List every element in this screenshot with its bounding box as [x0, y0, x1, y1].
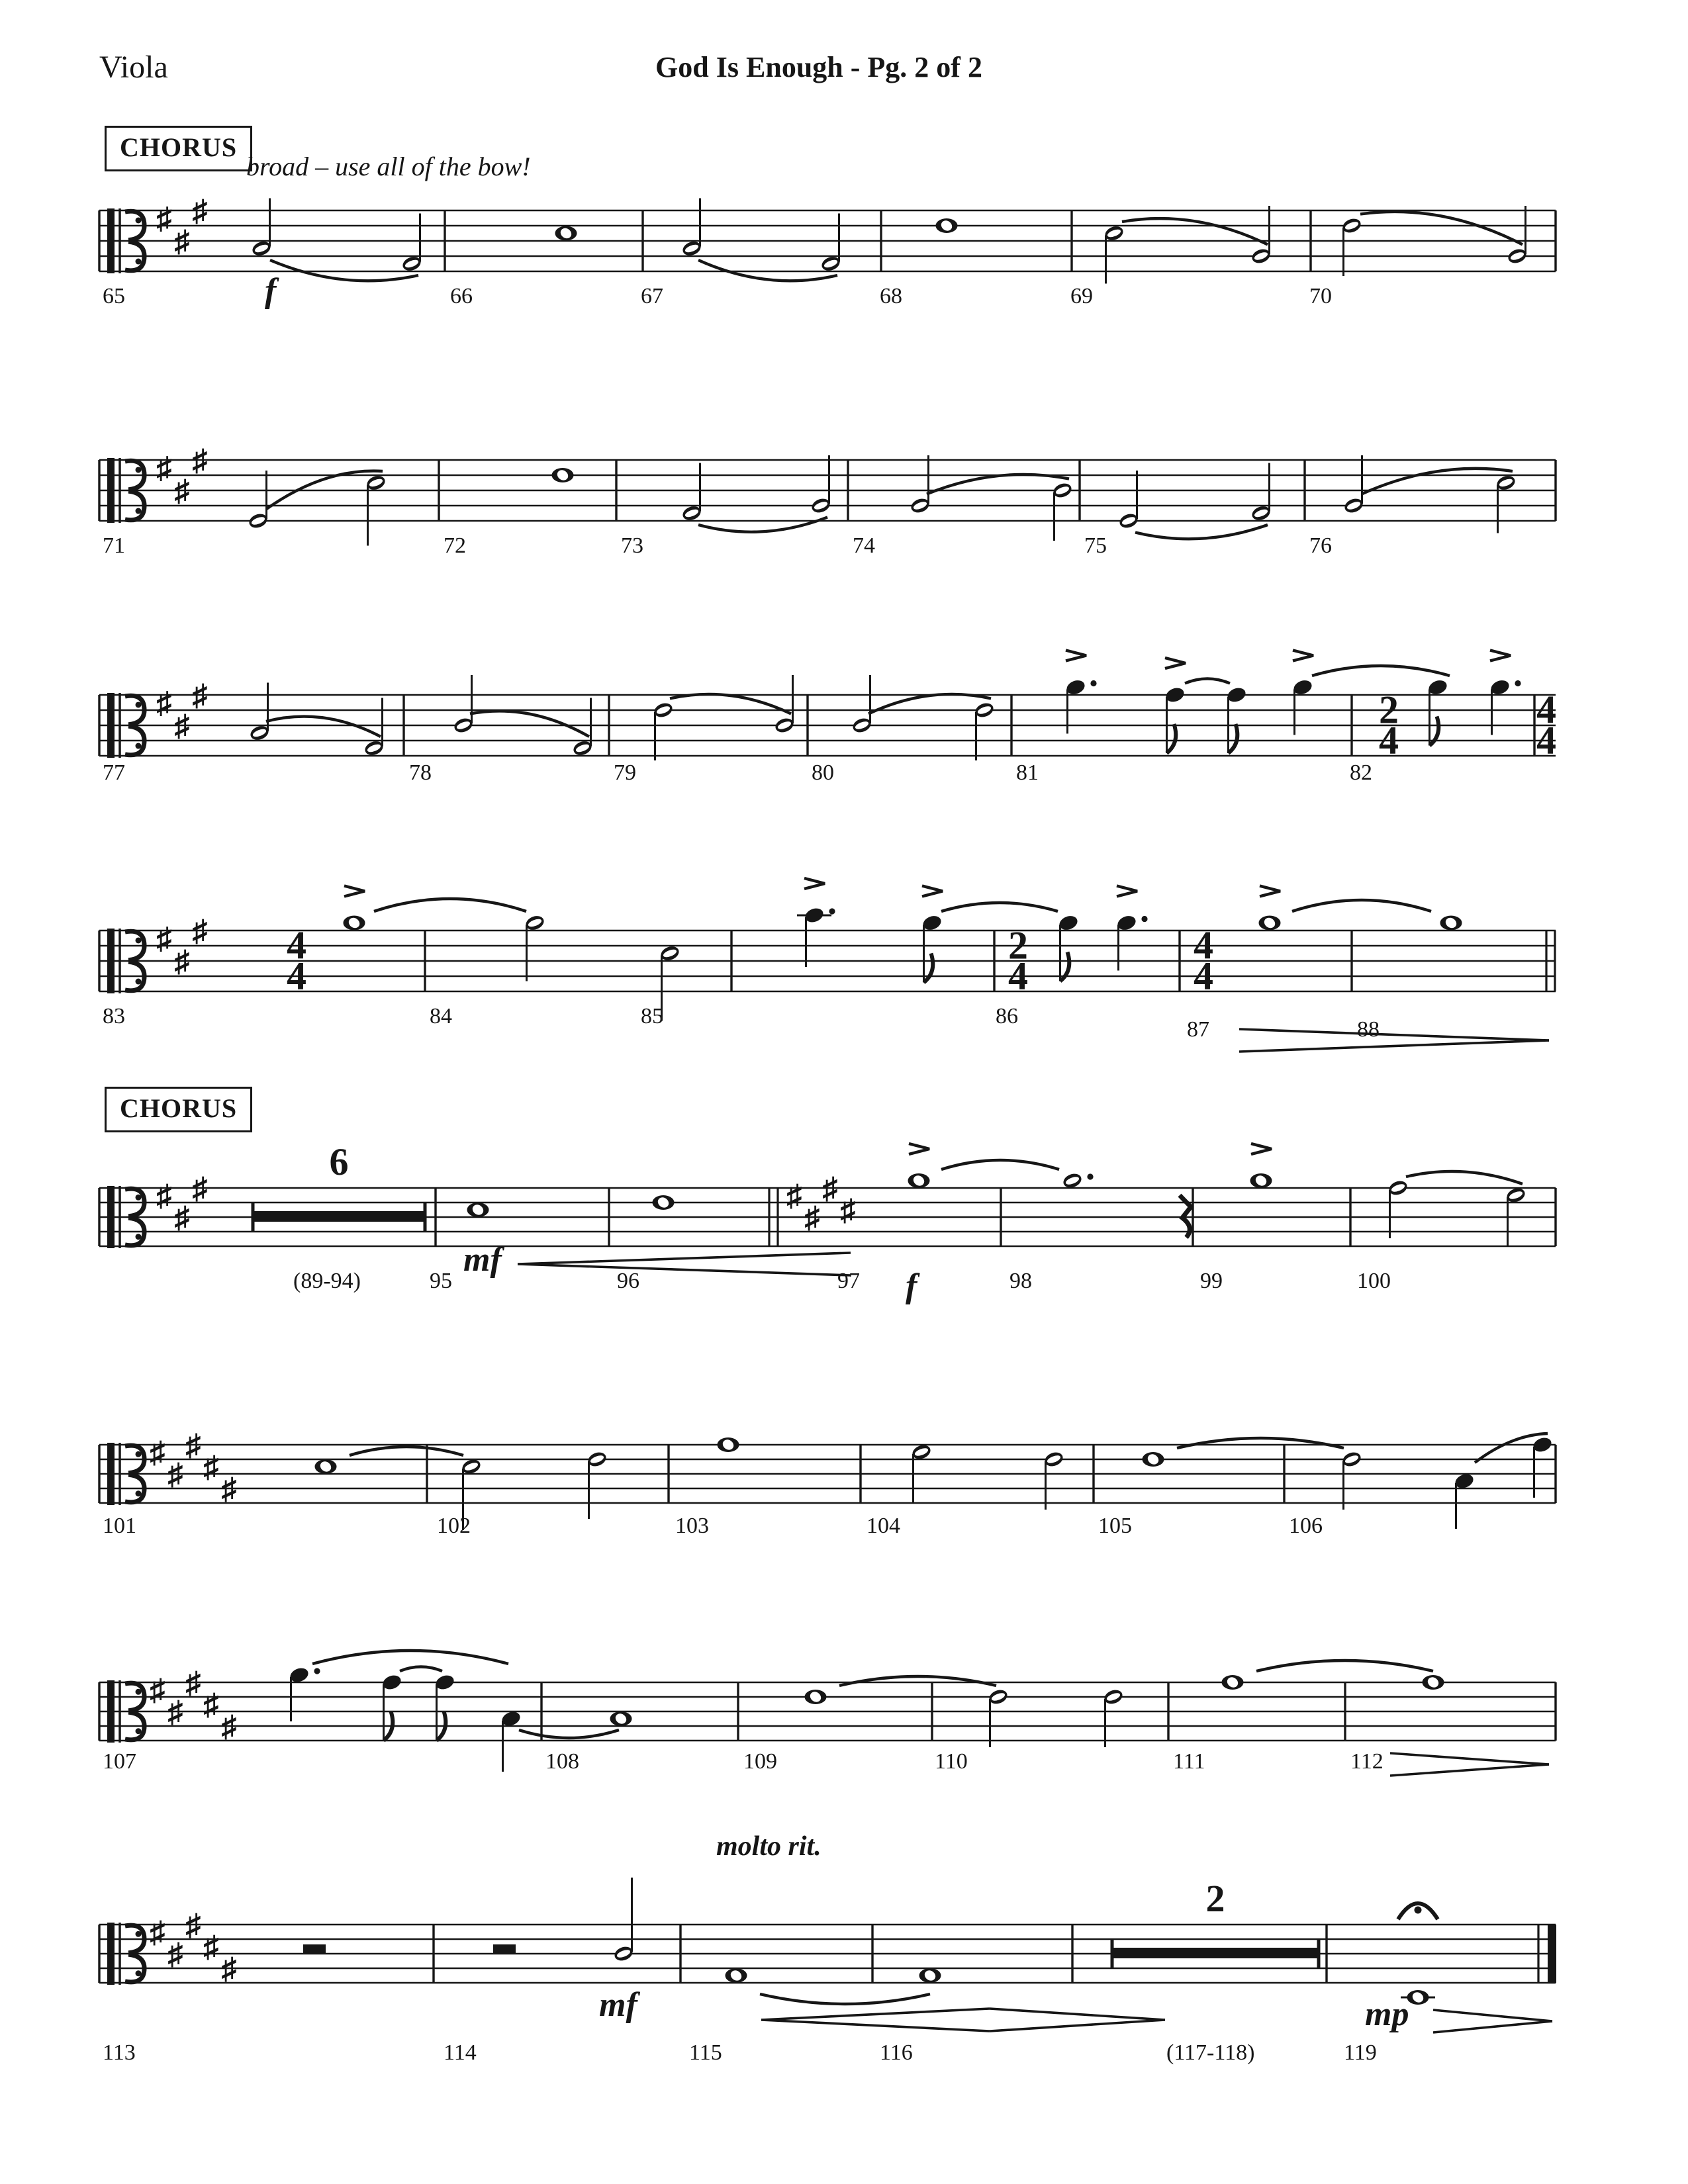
note — [987, 1688, 1009, 1747]
note — [680, 199, 702, 258]
note — [973, 701, 995, 760]
note — [315, 1459, 337, 1474]
note — [612, 1878, 634, 1963]
multimeasure-rest — [253, 1140, 425, 1232]
measure-number: 88 — [1357, 1017, 1380, 1042]
line — [1433, 2021, 1552, 2032]
key-signature-sharp: ♯ — [167, 1457, 183, 1491]
note — [467, 1203, 489, 1217]
staff-system — [99, 1140, 1556, 1305]
note — [1051, 481, 1073, 541]
note — [1115, 886, 1147, 971]
note — [910, 1443, 932, 1502]
fermata-icon — [1398, 1903, 1438, 1919]
note — [1250, 206, 1272, 265]
staff-system — [99, 194, 1556, 310]
measure-number: 111 — [1173, 1749, 1205, 1774]
slur — [519, 1730, 619, 1738]
slur — [839, 1676, 996, 1686]
line — [1390, 1753, 1549, 1764]
note — [344, 886, 365, 931]
line — [518, 1264, 851, 1275]
slur — [1177, 1438, 1344, 1448]
key-signature-sharp: ♯ — [192, 443, 208, 477]
augmentation-dot — [1087, 1173, 1093, 1179]
measure-number: 75 — [1084, 533, 1107, 558]
measure-number: 86 — [996, 1004, 1018, 1028]
multirest-count: 2 — [1205, 1877, 1225, 1920]
note — [1259, 886, 1281, 931]
note — [726, 1968, 747, 1983]
measure-number: (117-118) — [1166, 2040, 1255, 2065]
measure-number: 73 — [621, 533, 643, 558]
measure-number: 105 — [1098, 1514, 1132, 1538]
note — [851, 675, 872, 735]
time-signature-top: 4 — [287, 923, 306, 968]
slur — [1185, 679, 1230, 684]
measure-number: 113 — [103, 2040, 136, 2065]
note — [247, 471, 269, 530]
measure-number: 95 — [430, 1269, 452, 1293]
accent-mark — [1066, 651, 1086, 661]
line — [990, 2009, 1165, 2020]
note — [797, 878, 835, 967]
note — [400, 214, 422, 273]
rehearsal-mark-chorus-2: CHORUS — [105, 1087, 252, 1132]
measure-number: 84 — [430, 1004, 452, 1028]
note — [1387, 1179, 1409, 1238]
note — [381, 1673, 402, 1741]
time-signature-bottom: 4 — [1008, 954, 1028, 999]
rehearsal-mark-chorus-1: CHORUS — [105, 126, 252, 171]
line — [518, 1253, 851, 1264]
slur — [1256, 1661, 1433, 1671]
accent-mark — [344, 886, 365, 897]
measure-number: 82 — [1350, 760, 1372, 785]
line — [1239, 1040, 1549, 1052]
time-signature-bottom: 4 — [1379, 719, 1399, 763]
slur — [698, 518, 827, 532]
measure-number: 68 — [880, 284, 902, 308]
measure-number: 80 — [812, 760, 834, 785]
augmentation-dot — [1141, 916, 1147, 922]
measure-number: 78 — [409, 760, 432, 785]
slur — [350, 1447, 463, 1455]
measure-number: 81 — [1016, 760, 1039, 785]
key-signature-sharp: ♯ — [221, 1709, 237, 1743]
measure-number: 65 — [103, 284, 125, 308]
note — [1225, 686, 1247, 753]
key-signature-sharp: ♯ — [174, 944, 190, 978]
note — [820, 214, 841, 273]
note — [1043, 1450, 1064, 1510]
eighth-flag — [1229, 724, 1238, 753]
note — [363, 698, 385, 758]
measure-number: 116 — [880, 2040, 913, 2065]
time-signature-bottom: 4 — [1536, 719, 1556, 763]
note — [1291, 651, 1313, 735]
note — [1164, 658, 1186, 753]
accent-mark — [804, 878, 825, 889]
measure-number: 70 — [1309, 284, 1332, 308]
accent-mark — [1251, 1144, 1272, 1154]
measure-number: 97 — [837, 1269, 860, 1293]
performance-direction-molto-rit: molto rit. — [716, 1831, 821, 1862]
key-signature-sharp: ♯ — [192, 678, 208, 712]
measure-number: 101 — [103, 1514, 136, 1538]
note — [1340, 216, 1362, 276]
measure-number: 103 — [675, 1514, 709, 1538]
measure-number: (89-94) — [293, 1269, 361, 1293]
note — [1250, 463, 1272, 523]
measure-number: 112 — [1350, 1749, 1383, 1774]
measure-number: 108 — [545, 1749, 579, 1774]
slur — [400, 1667, 442, 1672]
page-title: God Is Enough - Pg. 2 of 2 — [655, 51, 982, 83]
time-signature-top: 2 — [1379, 688, 1399, 732]
measure-number: 76 — [1309, 533, 1332, 558]
eighth-flag — [1167, 724, 1176, 753]
slur — [941, 903, 1058, 911]
note — [1423, 1675, 1444, 1690]
note — [652, 701, 674, 760]
measure-number: 72 — [444, 533, 466, 558]
key-signature-sharp: ♯ — [174, 474, 190, 508]
hairpin — [1433, 2010, 1552, 2032]
line — [1239, 1029, 1549, 1040]
augmentation-dot — [314, 1668, 320, 1674]
time-signature-top: 4 — [1536, 688, 1556, 732]
key-signature-sharp: ♯ — [185, 1666, 201, 1700]
note — [680, 463, 702, 523]
hairpin — [1390, 1753, 1549, 1776]
note — [1453, 1472, 1475, 1529]
note — [434, 1673, 455, 1741]
key-signature-sharp: ♯ — [840, 1193, 856, 1227]
accent-mark — [1490, 651, 1511, 661]
hairpin — [761, 2009, 990, 2031]
hairpin — [1239, 1029, 1549, 1052]
note — [1506, 206, 1528, 265]
accent-mark — [922, 886, 943, 897]
slur — [270, 260, 418, 281]
measure-number: 107 — [103, 1749, 136, 1774]
key-signature-sharp: ♯ — [822, 1171, 838, 1205]
hairpin — [990, 2009, 1165, 2031]
key-signature-sharp: ♯ — [203, 1450, 219, 1484]
note — [1505, 1186, 1526, 1246]
key-signature-sharp: ♯ — [185, 1908, 201, 1942]
line — [761, 2020, 990, 2031]
note — [936, 218, 958, 233]
key-signature-sharp: ♯ — [156, 201, 172, 236]
note — [653, 1195, 675, 1210]
staff-system — [99, 1428, 1556, 1538]
key-signature-sharp: ♯ — [203, 1930, 219, 1964]
slur — [760, 1994, 930, 2004]
line — [1433, 2010, 1552, 2021]
key-signature-sharp: ♯ — [185, 1428, 201, 1462]
note — [1440, 916, 1462, 931]
note — [908, 1144, 930, 1188]
half-rest — [303, 1944, 326, 1954]
note — [1222, 1675, 1244, 1690]
measure-number: 85 — [641, 1004, 663, 1028]
key-signature-sharp: ♯ — [150, 1673, 165, 1707]
slur — [470, 711, 589, 737]
measure-number: 102 — [437, 1514, 471, 1538]
slur — [266, 717, 381, 737]
key-signature-sharp: ♯ — [192, 914, 208, 948]
note — [1250, 1144, 1272, 1188]
slur — [941, 1160, 1059, 1169]
staff-system — [99, 1877, 1556, 2065]
time-signature-bottom: 4 — [1194, 954, 1213, 999]
note — [805, 1690, 827, 1704]
measure-number: 79 — [614, 760, 636, 785]
measure-number: 74 — [853, 533, 875, 558]
hairpin — [518, 1253, 851, 1275]
key-signature-sharp: ♯ — [221, 1952, 237, 1985]
measure-number: 77 — [103, 760, 125, 785]
accent-mark — [909, 1144, 929, 1154]
key-signature-sharp: ♯ — [167, 1937, 183, 1971]
key-signature-sharp: ♯ — [203, 1688, 219, 1721]
measure-number: 96 — [617, 1269, 639, 1293]
note — [909, 455, 931, 515]
note — [552, 468, 574, 482]
eighth-flag — [924, 954, 933, 983]
key-signature-sharp: ♯ — [174, 224, 190, 258]
slur — [1292, 900, 1431, 911]
staff-system — [99, 1651, 1556, 1776]
key-signature-sharp: ♯ — [221, 1472, 237, 1506]
staff-system — [99, 443, 1556, 558]
measure-number: 83 — [103, 1004, 125, 1028]
note — [773, 675, 795, 735]
dynamic-marking: f — [265, 272, 277, 310]
note — [921, 886, 943, 983]
key-signature-sharp: ♯ — [174, 709, 190, 743]
dynamic-marking: mf — [599, 1986, 637, 2024]
augmentation-dot — [829, 908, 835, 914]
line — [761, 2009, 990, 2020]
line — [990, 2020, 1165, 2031]
key-signature-sharp: ♯ — [174, 1201, 190, 1234]
note — [288, 1666, 320, 1721]
accent-mark — [1117, 886, 1137, 897]
measure-number: 119 — [1344, 2040, 1377, 2065]
slur — [1360, 212, 1523, 245]
measure-number: 110 — [935, 1749, 968, 1774]
note — [365, 473, 387, 545]
measure-number: 67 — [641, 284, 663, 308]
measure-number: 87 — [1187, 1017, 1209, 1042]
key-signature-sharp: ♯ — [786, 1179, 802, 1212]
dynamic-marking: mp — [1365, 1995, 1409, 2033]
note — [1117, 471, 1139, 530]
measure-number: 69 — [1070, 284, 1093, 308]
accent-mark — [1165, 658, 1186, 668]
note — [1064, 651, 1096, 734]
staff-system — [99, 878, 1556, 1052]
measure-number: 100 — [1357, 1269, 1391, 1293]
note — [1340, 1450, 1362, 1510]
half-rest — [493, 1944, 516, 1954]
measure-number: 99 — [1200, 1269, 1223, 1293]
measure-number: 106 — [1289, 1514, 1323, 1538]
measure-number: 114 — [444, 2040, 477, 2065]
time-signature-top: 4 — [1194, 923, 1213, 968]
multirest-count: 6 — [329, 1140, 349, 1183]
note — [586, 1450, 608, 1519]
key-signature-sharp: ♯ — [156, 686, 172, 720]
key-signature-sharp: ♯ — [156, 921, 172, 956]
performance-direction-broad: broad – use all of the bow! — [246, 152, 531, 181]
note — [1143, 1452, 1164, 1467]
note — [452, 675, 474, 735]
note — [248, 683, 270, 743]
note — [1103, 224, 1125, 283]
measure-number: 71 — [103, 533, 125, 558]
staff-system — [99, 651, 1556, 786]
note — [250, 199, 272, 258]
accent-mark — [1293, 651, 1313, 661]
measure-number: 66 — [450, 284, 473, 308]
measure-number: 115 — [689, 2040, 722, 2065]
augmentation-dot — [1090, 680, 1096, 686]
instrument-label: Viola — [99, 50, 168, 85]
note — [610, 1711, 632, 1726]
note — [1495, 473, 1517, 533]
time-signature-top: 2 — [1008, 923, 1028, 968]
slur — [1312, 666, 1450, 676]
key-signature-sharp: ♯ — [804, 1201, 820, 1234]
slur — [698, 260, 837, 281]
note — [1489, 651, 1521, 735]
augmentation-dot — [1515, 680, 1521, 686]
note — [524, 913, 545, 981]
key-signature-sharp: ♯ — [192, 194, 208, 228]
note — [810, 455, 831, 515]
note — [555, 226, 577, 241]
accent-mark — [1260, 886, 1280, 897]
note — [718, 1437, 739, 1452]
slur — [1406, 1171, 1523, 1184]
time-signature-bottom: 4 — [287, 954, 306, 999]
key-signature-sharp: ♯ — [192, 1171, 208, 1205]
key-signature-sharp: ♯ — [167, 1695, 183, 1729]
slur — [312, 1651, 508, 1664]
note — [1427, 678, 1448, 745]
measure-number: 98 — [1009, 1269, 1032, 1293]
measure-number: 104 — [867, 1514, 900, 1538]
dynamic-marking: mf — [463, 1241, 502, 1279]
key-signature-sharp: ♯ — [150, 1915, 165, 1949]
line — [1390, 1764, 1549, 1776]
final-barline — [1548, 1925, 1556, 1983]
note — [1342, 455, 1364, 515]
note — [1102, 1688, 1124, 1747]
note — [919, 1968, 941, 1983]
key-signature-sharp: ♯ — [156, 1179, 172, 1212]
slur — [374, 899, 526, 911]
key-signature-sharp: ♯ — [150, 1435, 165, 1469]
key-signature-sharp: ♯ — [156, 451, 172, 485]
slur — [1135, 525, 1268, 539]
multimeasure-rest — [1112, 1877, 1319, 1968]
note — [1057, 913, 1079, 981]
dynamic-marking: f — [906, 1267, 917, 1305]
measure-number: 109 — [743, 1749, 777, 1774]
